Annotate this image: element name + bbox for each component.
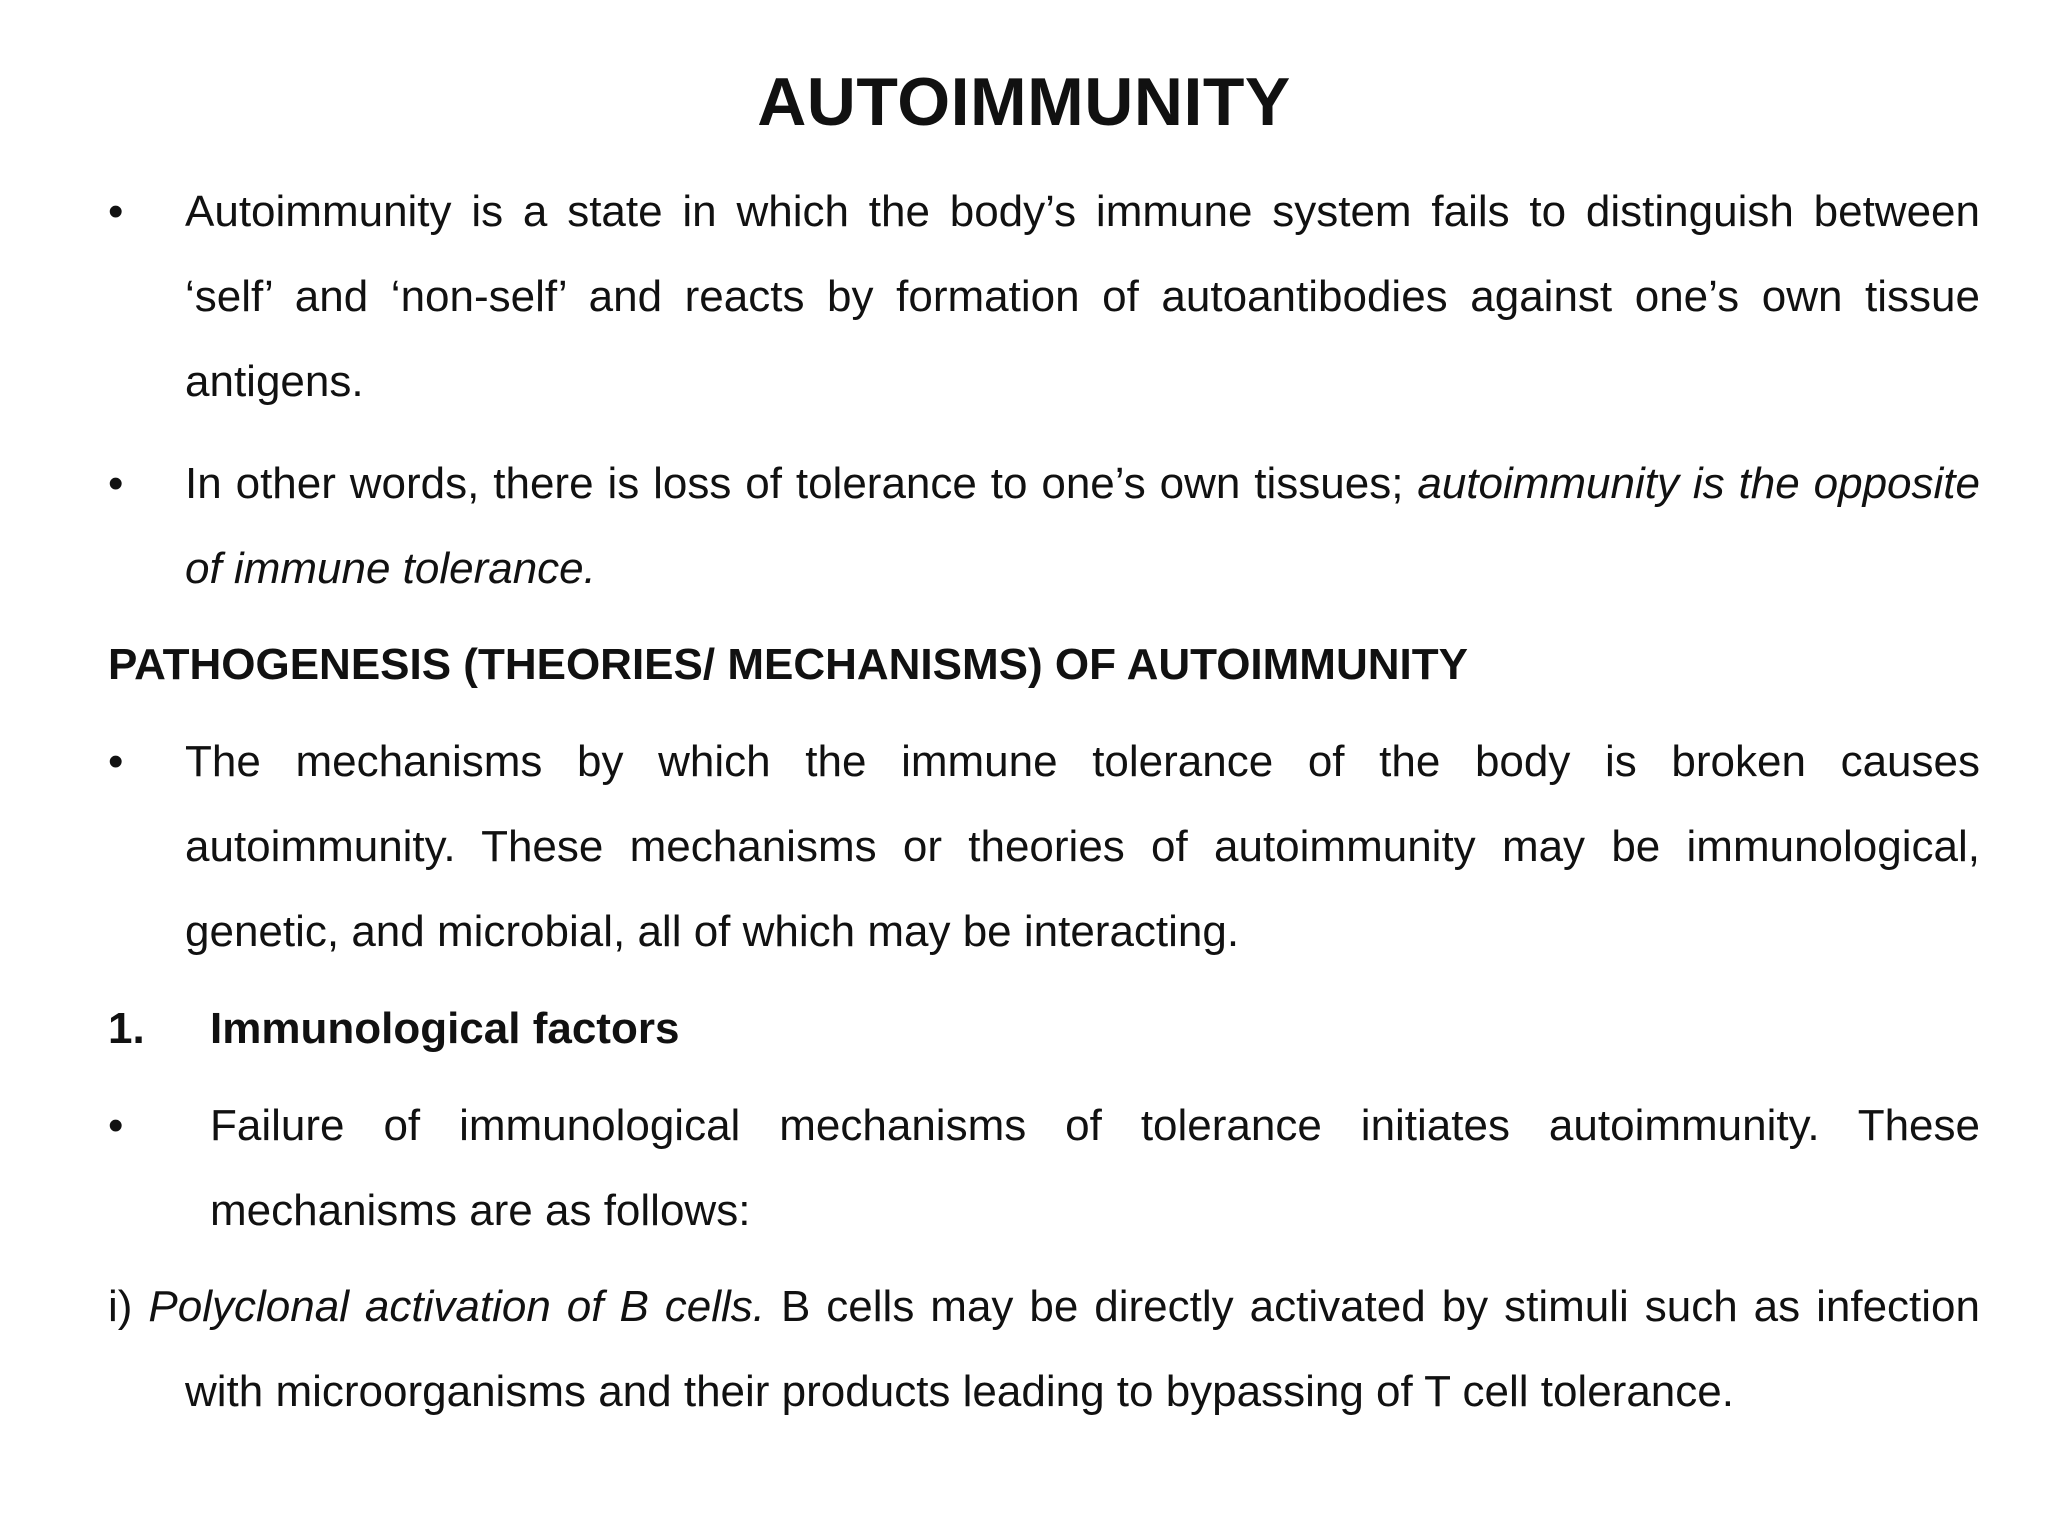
intro-paragraph-2-text: In other words, there is loss of tolerance to one’s own tissues; (185, 459, 1418, 508)
bullet-glyph: • (108, 737, 124, 786)
intro-paragraph-2 (185, 441, 1980, 611)
factor-paragraph: Failure of immunological mechanisms of tolerance initiates autoimmunity. These mechanisms are as follows: (210, 1101, 1980, 1235)
factor-number: 1. (108, 1004, 145, 1053)
mechanism-item-text: B cells may be directly activated by stimuli such as infection with microorganisms and their products leading to bypassing of T cell tolerance. (185, 1282, 1980, 1416)
slide-title: AUTOIMMUNITY (757, 64, 1291, 140)
mechanism-item (108, 1264, 1980, 1434)
section-paragraph: The mechanisms by which the immune tolerance of the body is broken causes autoimmunity. These mechanisms or theories of autoimmunity may be immunological, genetic, and microbial, all of which may be interacting. (185, 737, 1980, 956)
section-heading: PATHOGENESIS (THEORIES/ MECHANISMS) OF AUTOIMMUNITY (108, 640, 1468, 689)
bullet-glyph: • (108, 1101, 124, 1150)
bullet-glyph: • (108, 459, 124, 508)
intro-paragraph-2-italic: autoimmunity is the opposite of immune tolerance. (185, 459, 1980, 593)
intro-paragraph-1: Autoimmunity is a state in which the body’s immune system fails to distinguish between ‘self’ and ‘non-self’ and reacts by formation of autoantibodies against one’s own tissue antigens. (185, 187, 1980, 406)
mechanism-item-title: Polyclonal activation of B cells. (148, 1282, 766, 1331)
factor-label: Immunological factors (210, 1004, 680, 1053)
bullet-glyph: • (108, 187, 124, 236)
mechanism-item-prefix: i) (108, 1282, 149, 1331)
